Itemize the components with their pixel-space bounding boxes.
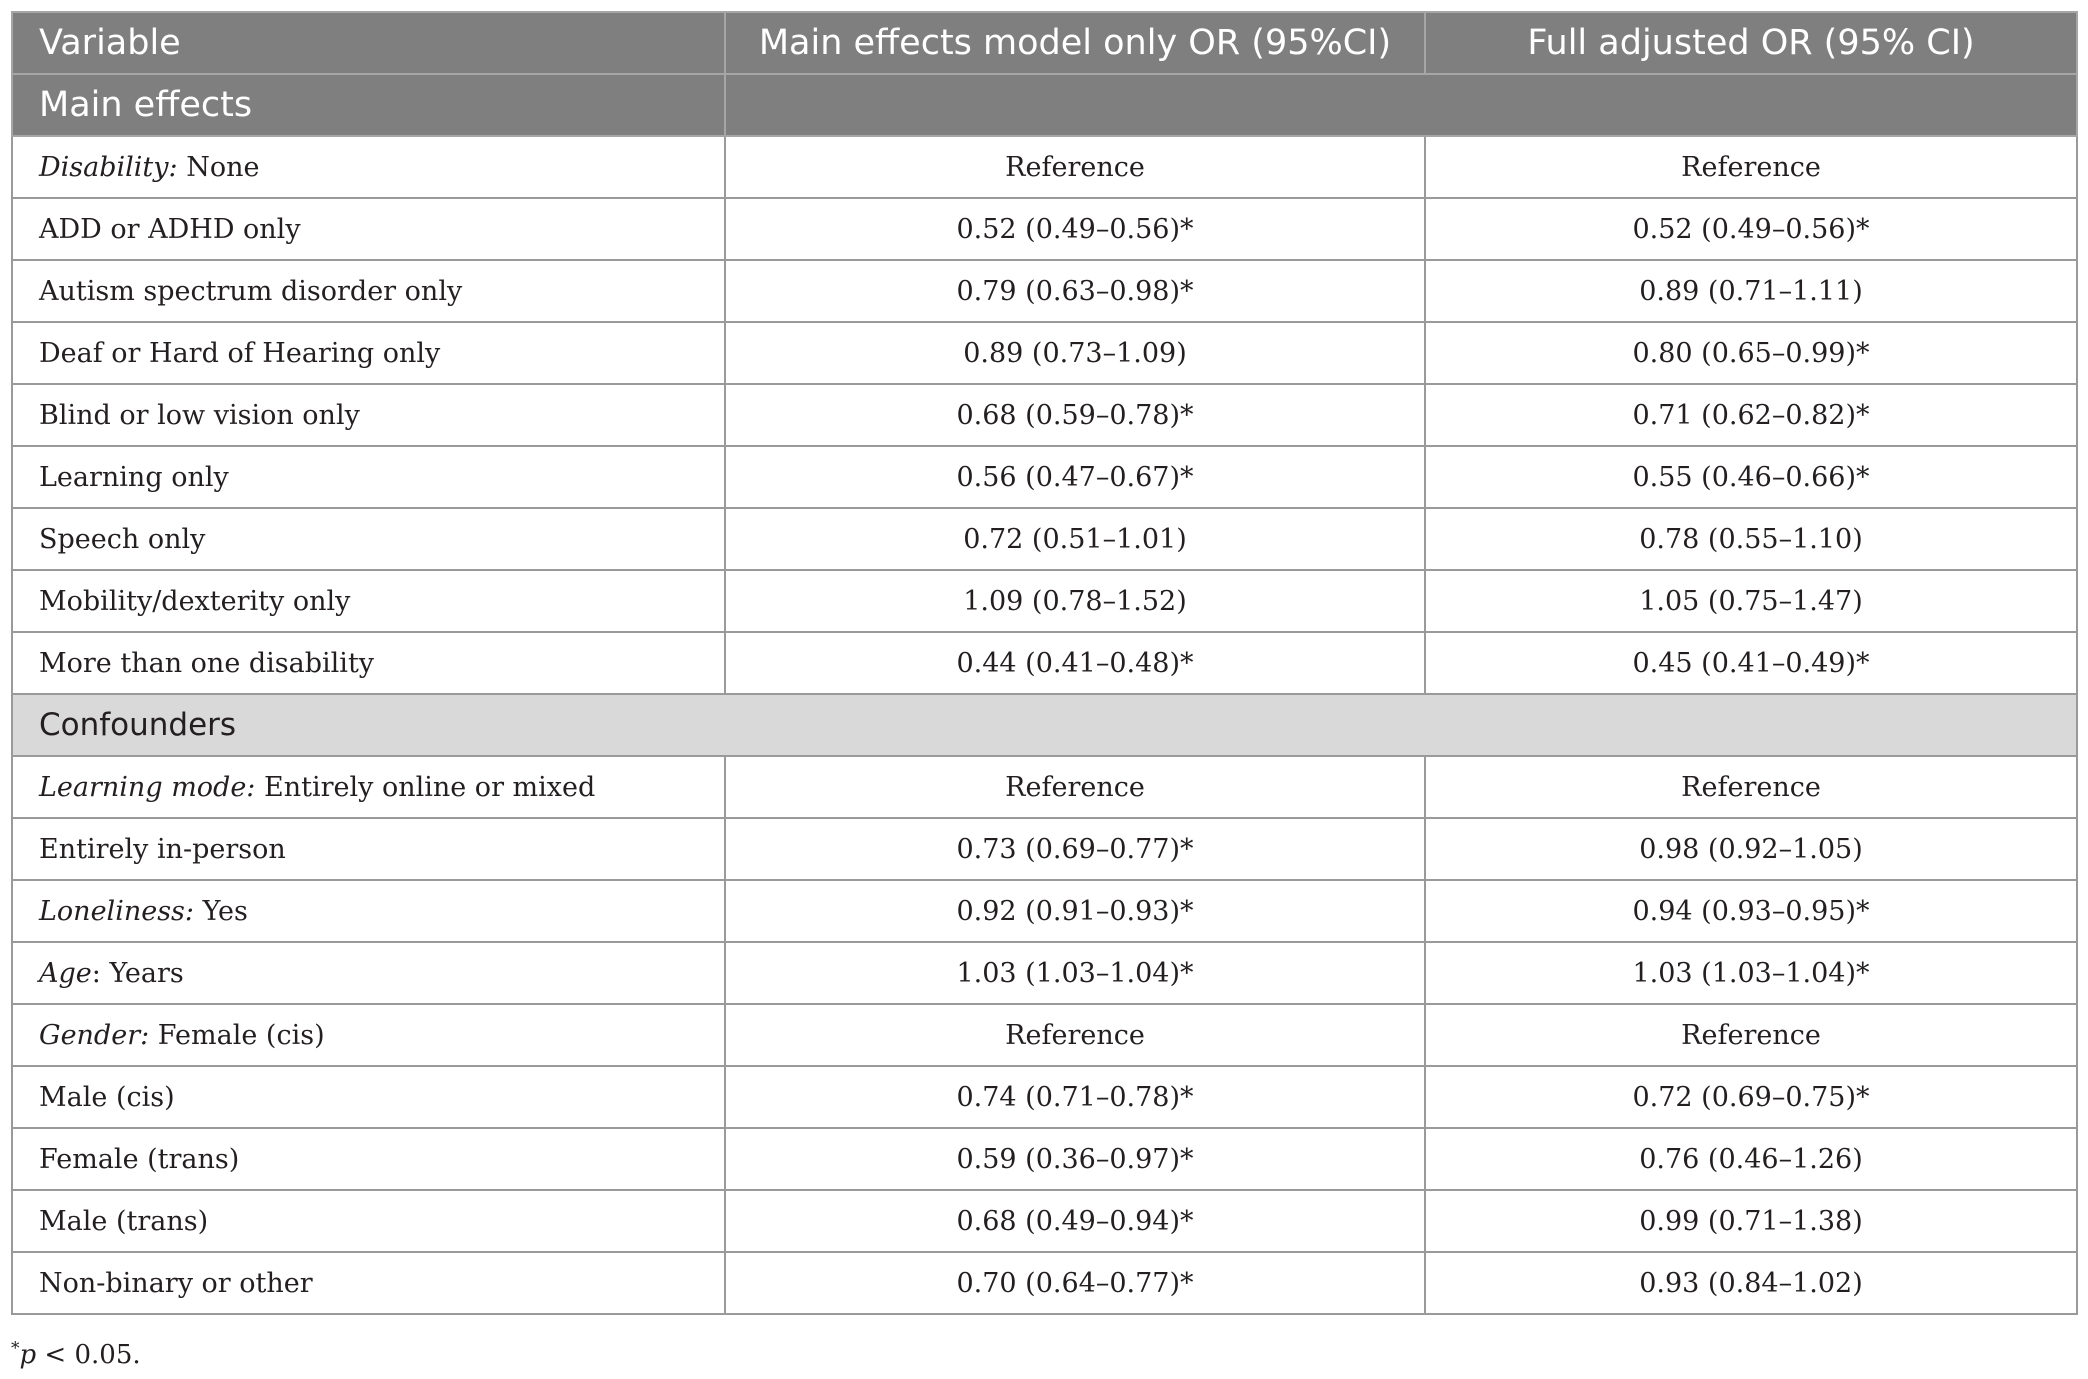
section-title: Confounders <box>12 694 2077 756</box>
odds-ratio-table <box>11 11 2078 1315</box>
variable-label: Mobility/dexterity only <box>39 585 351 617</box>
full-adjusted-or-cell: 0.52 (0.49–0.56)* <box>1425 198 2077 260</box>
full-adjusted-or-cell: 0.80 (0.65–0.99)* <box>1425 322 2077 384</box>
full-adjusted-or-cell: 0.71 (0.62–0.82)* <box>1425 384 2077 446</box>
header-full-adjusted-or: Full adjusted OR (95% CI) <box>1425 12 2077 74</box>
variable-label: Entirely online or mixed <box>255 771 596 803</box>
variable-label: ADD or ADHD only <box>39 213 301 245</box>
variable-label: Male (cis) <box>39 1081 175 1113</box>
full-adjusted-or-cell: 0.78 (0.55–1.10) <box>1425 508 2077 570</box>
table-row <box>12 632 2077 694</box>
section-header-row <box>12 694 2077 756</box>
full-adjusted-or-cell: 0.45 (0.41–0.49)* <box>1425 632 2077 694</box>
table-row <box>12 322 2077 384</box>
table-row <box>12 1190 2077 1252</box>
variable-cell <box>12 384 725 446</box>
variable-label: Blind or low vision only <box>39 399 360 431</box>
full-adjusted-or-cell: 0.55 (0.46–0.66)* <box>1425 446 2077 508</box>
variable-category: Gender: <box>39 1019 150 1051</box>
table-row <box>12 1128 2077 1190</box>
variable-label: Male (trans) <box>39 1205 209 1237</box>
variable-label: : Years <box>91 957 184 989</box>
table-row <box>12 1004 2077 1066</box>
table-row <box>12 446 2077 508</box>
variable-cell <box>12 756 725 818</box>
variable-cell <box>12 632 725 694</box>
full-adjusted-or-cell: Reference <box>1425 756 2077 818</box>
section-title: Main effects <box>12 74 725 136</box>
footnote-marker: * <box>11 1338 20 1359</box>
variable-cell <box>12 1252 725 1314</box>
variable-cell <box>12 880 725 942</box>
variable-cell <box>12 508 725 570</box>
full-adjusted-or-cell: Reference <box>1425 136 2077 198</box>
variable-cell <box>12 818 725 880</box>
full-adjusted-or-cell: 1.03 (1.03–1.04)* <box>1425 942 2077 1004</box>
table-row <box>12 880 2077 942</box>
full-adjusted-or-cell: 0.94 (0.93–0.95)* <box>1425 880 2077 942</box>
main-effects-or-cell: 0.59 (0.36–0.97)* <box>725 1128 1425 1190</box>
table-row <box>12 942 2077 1004</box>
variable-label: Autism spectrum disorder only <box>39 275 463 307</box>
variable-category: Age <box>39 957 92 989</box>
main-effects-or-cell: 0.44 (0.41–0.48)* <box>725 632 1425 694</box>
variable-cell <box>12 1004 725 1066</box>
main-effects-or-cell: 0.68 (0.49–0.94)* <box>725 1190 1425 1252</box>
main-effects-or-cell: 0.92 (0.91–0.93)* <box>725 880 1425 942</box>
variable-label: None <box>177 151 260 183</box>
variable-label: Deaf or Hard of Hearing only <box>39 337 441 369</box>
table-body <box>12 74 2077 1314</box>
variable-cell <box>12 1190 725 1252</box>
main-effects-or-cell: 0.56 (0.47–0.67)* <box>725 446 1425 508</box>
main-effects-or-cell: 0.74 (0.71–0.78)* <box>725 1066 1425 1128</box>
main-effects-or-cell: 1.09 (0.78–1.52) <box>725 570 1425 632</box>
main-effects-or-cell: 0.52 (0.49–0.56)* <box>725 198 1425 260</box>
table-row <box>12 260 2077 322</box>
table-row <box>12 198 2077 260</box>
full-adjusted-or-cell: 0.93 (0.84–1.02) <box>1425 1252 2077 1314</box>
full-adjusted-or-cell: Reference <box>1425 1004 2077 1066</box>
table-row <box>12 1252 2077 1314</box>
full-adjusted-or-cell: 1.05 (0.75–1.47) <box>1425 570 2077 632</box>
variable-cell <box>12 1066 725 1128</box>
full-adjusted-or-cell: 0.99 (0.71–1.38) <box>1425 1190 2077 1252</box>
header-main-effects-or: Main effects model only OR (95%CI) <box>725 12 1425 74</box>
full-adjusted-or-cell: 0.89 (0.71–1.11) <box>1425 260 2077 322</box>
footnote <box>11 1340 141 1370</box>
variable-cell <box>12 322 725 384</box>
main-effects-or-cell: 0.68 (0.59–0.78)* <box>725 384 1425 446</box>
variable-label: Female (cis) <box>149 1019 325 1051</box>
variable-cell <box>12 198 725 260</box>
full-adjusted-or-cell: 0.72 (0.69–0.75)* <box>1425 1066 2077 1128</box>
document <box>11 11 2076 1315</box>
main-effects-or-cell: 0.70 (0.64–0.77)* <box>725 1252 1425 1314</box>
main-effects-or-cell: Reference <box>725 756 1425 818</box>
table-row <box>12 384 2077 446</box>
full-adjusted-or-cell: 0.76 (0.46–1.26) <box>1425 1128 2077 1190</box>
header-variable: Variable <box>12 12 725 74</box>
variable-label: Speech only <box>39 523 206 555</box>
main-effects-or-cell: 0.89 (0.73–1.09) <box>725 322 1425 384</box>
variable-label: Entirely in-person <box>39 833 286 865</box>
variable-category: Loneliness: <box>39 895 194 927</box>
table-row <box>12 818 2077 880</box>
variable-label: Non-binary or other <box>39 1267 313 1299</box>
main-effects-or-cell: 0.79 (0.63–0.98)* <box>725 260 1425 322</box>
variable-label: More than one disability <box>39 647 375 679</box>
main-effects-or-cell: Reference <box>725 1004 1425 1066</box>
footnote-p-symbol: p <box>19 1340 37 1370</box>
variable-cell <box>12 570 725 632</box>
main-effects-or-cell: 1.03 (1.03–1.04)* <box>725 942 1425 1004</box>
variable-cell <box>12 260 725 322</box>
variable-category: Learning mode: <box>39 771 256 803</box>
main-effects-or-cell: Reference <box>725 136 1425 198</box>
variable-cell <box>12 136 725 198</box>
table-row <box>12 1066 2077 1128</box>
variable-cell <box>12 942 725 1004</box>
table-row <box>12 508 2077 570</box>
table-row <box>12 136 2077 198</box>
variable-cell <box>12 446 725 508</box>
footnote-text: < 0.05. <box>36 1340 141 1370</box>
table-row <box>12 570 2077 632</box>
section-header-row <box>12 74 2077 136</box>
table-header-row <box>12 12 2077 74</box>
variable-label: Female (trans) <box>39 1143 240 1175</box>
table-row <box>12 756 2077 818</box>
section-empty-cell <box>725 74 2077 136</box>
variable-label: Yes <box>194 895 248 927</box>
main-effects-or-cell: 0.73 (0.69–0.77)* <box>725 818 1425 880</box>
variable-cell <box>12 1128 725 1190</box>
variable-label: Learning only <box>39 461 229 493</box>
full-adjusted-or-cell: 0.98 (0.92–1.05) <box>1425 818 2077 880</box>
variable-category: Disability: <box>39 151 178 183</box>
main-effects-or-cell: 0.72 (0.51–1.01) <box>725 508 1425 570</box>
